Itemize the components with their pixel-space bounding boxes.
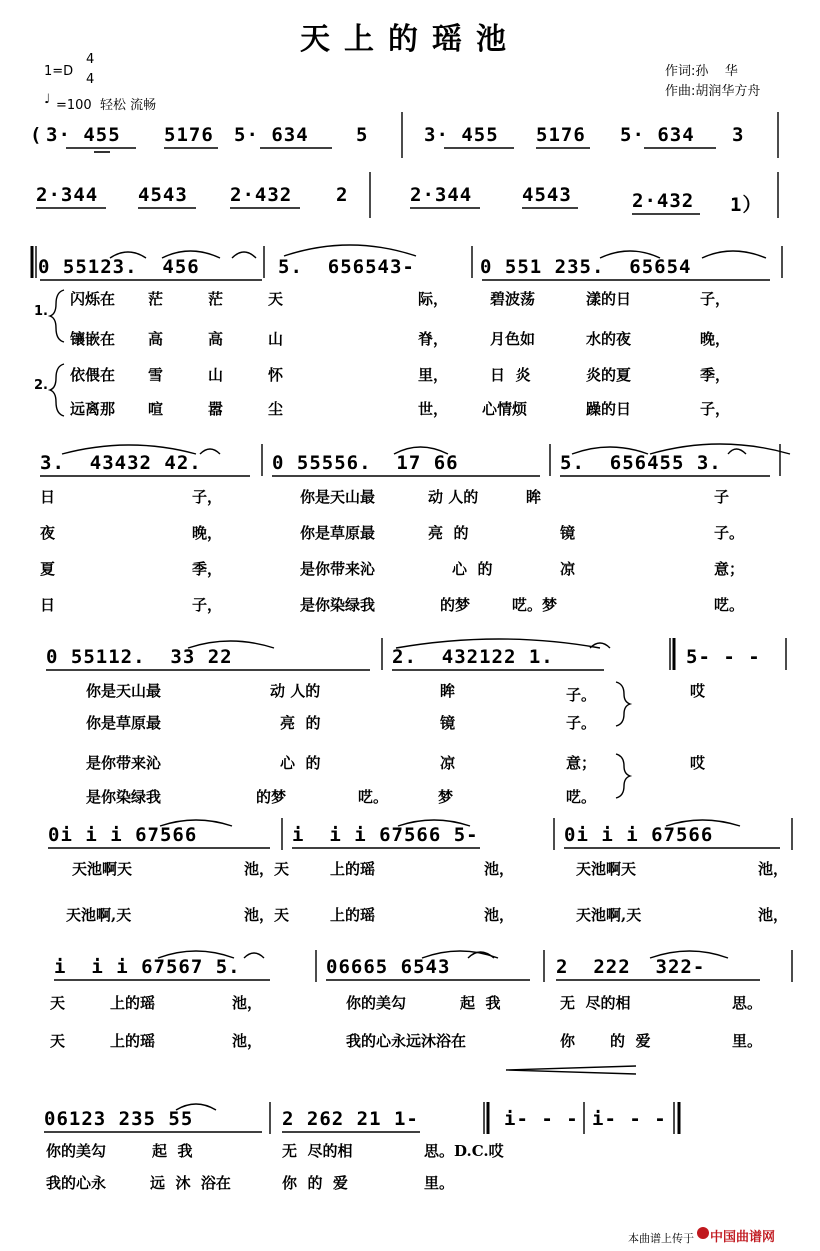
lyric-syllable: 起 我	[460, 994, 501, 1012]
lyric-syllable: 意；	[714, 560, 745, 578]
lyric-syllable: 天池啊,天	[66, 906, 132, 924]
slur	[396, 639, 600, 648]
lyric-syllable: 池，天	[244, 860, 290, 878]
lyric-syllable: 你的美勾	[346, 994, 407, 1012]
key-signature: 1=D	[44, 64, 74, 79]
lyric-syllable: 喧	[148, 400, 164, 418]
upload-note: 本曲谱上传于	[628, 1232, 694, 1245]
lyric-syllable: 世，	[418, 400, 449, 418]
tie	[162, 251, 220, 258]
lyric-syllable: 子，	[192, 488, 223, 506]
lyric-syllable: 的梦	[256, 788, 287, 806]
lyric-syllable: 高	[208, 330, 224, 348]
lyric-syllable: 池，	[484, 906, 515, 924]
lyric-syllable: 呓。梦	[512, 596, 558, 614]
tie	[244, 953, 264, 958]
intro-measure: 5	[356, 124, 369, 146]
lyric-syllable: 的梦	[440, 596, 471, 614]
lyric-syllable: 思。	[732, 994, 763, 1012]
lyric-syllable: 心 的	[452, 560, 493, 578]
lyric-syllable: 池，	[758, 906, 789, 924]
lyric-syllable: 闪烁在	[70, 290, 116, 308]
melody-measure: 06665 6543	[326, 956, 451, 978]
lyric-syllable: 池，	[758, 860, 789, 878]
lyric-syllable: 水的夜	[586, 330, 632, 348]
tie	[176, 1104, 216, 1110]
lyric-syllable: 思。D.C.哎	[424, 1142, 504, 1160]
lyric-syllable: 季，	[700, 366, 731, 384]
song-title: 天上的瑶池	[300, 22, 520, 57]
intro-measure: 5· 634	[620, 124, 695, 146]
intro-measure: 5· 634	[234, 124, 309, 146]
lyric-syllable: 呓。	[714, 596, 745, 614]
lyric-syllable: 动 人的	[270, 682, 321, 700]
lyric-syllable: 上的瑶	[330, 860, 376, 878]
lyric-syllable: 天	[50, 1032, 66, 1050]
melody-measure: i i i 67567 5.	[54, 956, 241, 978]
lyric-syllable: 凉	[440, 754, 456, 772]
slur	[158, 951, 234, 958]
lyric-syllable: 怀	[268, 366, 284, 384]
verse-number: 1.	[34, 304, 48, 319]
lyric-syllable: 是你带来沁	[300, 560, 376, 578]
lyric-syllable: 子，	[192, 596, 223, 614]
lyric-syllable: 你是草原最	[300, 524, 376, 542]
melody-measure: i- - -	[504, 1108, 579, 1130]
lyric-syllable: 晚，	[700, 330, 731, 348]
lyric-syllable: 子，	[700, 290, 731, 308]
lyric-syllable: 镜	[440, 714, 456, 732]
lyric-syllable: 山	[268, 330, 284, 348]
lyric-syllable: 月色如	[490, 330, 536, 348]
lyric-syllable: 无 尽的相	[560, 994, 631, 1012]
tie	[200, 449, 220, 454]
decrescendo-hairpin	[506, 1066, 636, 1074]
lyric-syllable: 晚，	[192, 524, 223, 542]
melody-measure: i- - -	[592, 1108, 667, 1130]
lyric-syllable: 哎	[690, 754, 706, 772]
melody-measure: 0 55556. 17 66	[272, 452, 459, 474]
melody-measure: 0i i i 67566	[564, 824, 714, 846]
melody-measure: 5. 656543-	[278, 256, 415, 278]
lyric-syllable: 碧波荡	[490, 290, 536, 308]
lyric-syllable: 天池啊天	[576, 860, 637, 878]
intro-measure: 1）	[730, 194, 763, 216]
lyric-syllable: 是你带来沁	[86, 754, 162, 772]
lyric-syllable: 日	[40, 488, 56, 506]
lyric-syllable: 夏	[40, 560, 56, 578]
lyric-syllable: 意；	[566, 754, 597, 772]
time-signature-bottom: 4	[86, 72, 95, 87]
site-logo: 中国曲谱网	[710, 1230, 776, 1245]
lyric-syllable: 心 的	[280, 754, 321, 772]
lyric-syllable: 子。	[566, 714, 597, 732]
lyric-syllable: 亮 的	[428, 524, 469, 542]
lyric-syllable: 夜	[40, 524, 56, 542]
lyric-syllable: 呓。	[566, 788, 597, 806]
tempo-marking: =100 轻松 流畅	[56, 98, 157, 113]
lyric-syllable: 天池啊天	[72, 860, 133, 878]
lyric-syllable: 你的美勾	[46, 1142, 107, 1160]
slur	[62, 445, 196, 454]
tie	[394, 447, 448, 454]
lyric-syllable: 你	[560, 1032, 576, 1050]
lyric-syllable: 子	[714, 488, 730, 506]
lyric-syllable: 眸	[526, 488, 542, 506]
slur	[398, 820, 470, 826]
tie	[572, 447, 648, 454]
lyric-syllable: 远离那	[70, 400, 116, 418]
verse-number: 2.	[34, 378, 48, 393]
quarter-note-icon: ♩	[44, 92, 51, 107]
lyric-syllable: 眸	[440, 682, 456, 700]
lyric-syllable: 哎	[690, 682, 706, 700]
lyric-syllable: 镜	[560, 524, 576, 542]
lyric-syllable: 远 沐 浴在	[150, 1174, 231, 1192]
lyric-syllable: 漾的日	[586, 290, 632, 308]
lyric-syllable: 高	[148, 330, 164, 348]
lyric-syllable: 无 尽的相	[282, 1142, 353, 1160]
lyric-syllable: 里。	[424, 1174, 455, 1192]
lyric-syllable: 茫	[148, 290, 164, 308]
lyric-syllable: 池，	[232, 994, 263, 1012]
melody-measure: 3. 43432 42.	[40, 452, 202, 474]
lyric-syllable: 里。	[732, 1032, 763, 1050]
lyric-syllable: 梦	[438, 788, 454, 806]
melody-measure: i i i 67566 5-	[292, 824, 479, 846]
lyric-syllable: 天	[50, 994, 66, 1012]
tie	[728, 449, 746, 454]
lyric-brace	[616, 754, 630, 798]
lyric-syllable: 动 人的	[428, 488, 479, 506]
lyric-brace	[616, 682, 630, 726]
lyric-syllable: 池，	[484, 860, 515, 878]
slur	[666, 820, 740, 826]
melody-measure: 0 551 235. 65654	[480, 256, 692, 278]
lyric-syllable: 是你染绿我	[86, 788, 162, 806]
intro-measure: 2·432	[230, 184, 293, 206]
intro-measure: 5176	[164, 124, 214, 146]
verse-brace	[50, 364, 64, 416]
lyric-syllable: 雪	[148, 366, 164, 384]
intro-measure: 3· 455	[46, 124, 121, 146]
slur	[650, 444, 790, 454]
intro-measure: 2·344	[36, 184, 99, 206]
lyric-syllable: 你是草原最	[86, 714, 162, 732]
lyric-syllable: 山	[208, 366, 224, 384]
lyric-syllable: 际，	[418, 290, 449, 308]
verse-brace	[50, 290, 64, 342]
lyricist-credit: 作词:孙 华	[665, 64, 738, 79]
slur	[650, 951, 728, 958]
melody-measure: 06123 235 55	[44, 1108, 194, 1130]
slur	[284, 245, 416, 256]
lyric-syllable: 日 炎	[490, 366, 531, 384]
tie	[232, 252, 256, 258]
lyric-syllable: 是你染绿我	[300, 596, 376, 614]
melody-measure: 2 222 322-	[556, 956, 706, 978]
lyric-syllable: 镶嵌在	[70, 330, 116, 348]
lyric-syllable: 天池啊,天	[576, 906, 642, 924]
time-signature-top: 4	[86, 52, 95, 67]
lyric-syllable: 上的瑶	[110, 994, 156, 1012]
melody-measure: 0 55112. 33 22	[46, 646, 233, 668]
logo-mark-icon	[697, 1227, 709, 1239]
intro-measure: 5176	[536, 124, 586, 146]
tie	[188, 641, 274, 648]
melody-measure: 5. 656455 3.	[560, 452, 722, 474]
lyric-syllable: 你 的 爱	[282, 1174, 348, 1192]
intro-measure: 4543	[138, 184, 188, 206]
lyric-syllable: 起 我	[152, 1142, 193, 1160]
lyric-syllable: 依偎在	[70, 366, 116, 384]
lyric-syllable: 茫	[208, 290, 224, 308]
lyric-syllable: 的 爱	[610, 1032, 651, 1050]
lyric-syllable: 炎的夏	[586, 366, 632, 384]
lyric-syllable: 上的瑶	[330, 906, 376, 924]
lyric-syllable: 上的瑶	[110, 1032, 156, 1050]
slur	[160, 820, 232, 826]
melody-measure: 0i i i 67566	[48, 824, 198, 846]
lyric-syllable: 子，	[700, 400, 731, 418]
intro-measure: 2	[336, 184, 349, 206]
slur	[702, 251, 766, 258]
intro-paren-open: (	[30, 124, 43, 146]
lyric-syllable: 我的心永远沐浴在	[346, 1032, 467, 1050]
lyric-syllable: 我的心永	[46, 1174, 107, 1192]
lyric-syllable: 躁的日	[586, 400, 632, 418]
lyric-syllable: 池，	[232, 1032, 263, 1050]
lyric-syllable: 子。	[566, 686, 597, 704]
melody-measure: 2. 432122 1.	[392, 646, 554, 668]
lyric-syllable: 心情烦	[482, 400, 528, 418]
lyric-syllable: 季，	[192, 560, 223, 578]
melody-measure: 2 262 21 1-	[282, 1108, 419, 1130]
intro-measure: 3· 455	[424, 124, 499, 146]
intro-measure: 2·344	[410, 184, 473, 206]
lyric-syllable: 凉	[560, 560, 576, 578]
lyric-syllable: 池，天	[244, 906, 290, 924]
slur	[422, 951, 498, 958]
intro-measure: 3	[732, 124, 745, 146]
composer-credit: 作曲:胡润华方舟	[665, 84, 761, 99]
intro-measure: 4543	[522, 184, 572, 206]
lyric-syllable: 你是天山最	[86, 682, 162, 700]
intro-measure: 2·432	[632, 190, 695, 212]
lyric-syllable: 亮 的	[280, 714, 321, 732]
lyric-syllable: 日	[40, 596, 56, 614]
lyric-syllable: 嚣	[208, 400, 224, 418]
melody-measure: 5- - -	[686, 646, 761, 668]
lyric-syllable: 天	[268, 290, 284, 308]
lyric-syllable: 呓。	[358, 788, 389, 806]
tie	[600, 251, 660, 258]
lyric-syllable: 尘	[268, 400, 284, 418]
lyric-syllable: 脊，	[418, 330, 449, 348]
lyric-syllable: 你是天山最	[300, 488, 376, 506]
melody-measure: 0 55123. 456	[38, 256, 200, 278]
tie	[110, 252, 146, 258]
lyric-syllable: 子。	[714, 524, 745, 542]
lyric-syllable: 里，	[418, 366, 449, 384]
